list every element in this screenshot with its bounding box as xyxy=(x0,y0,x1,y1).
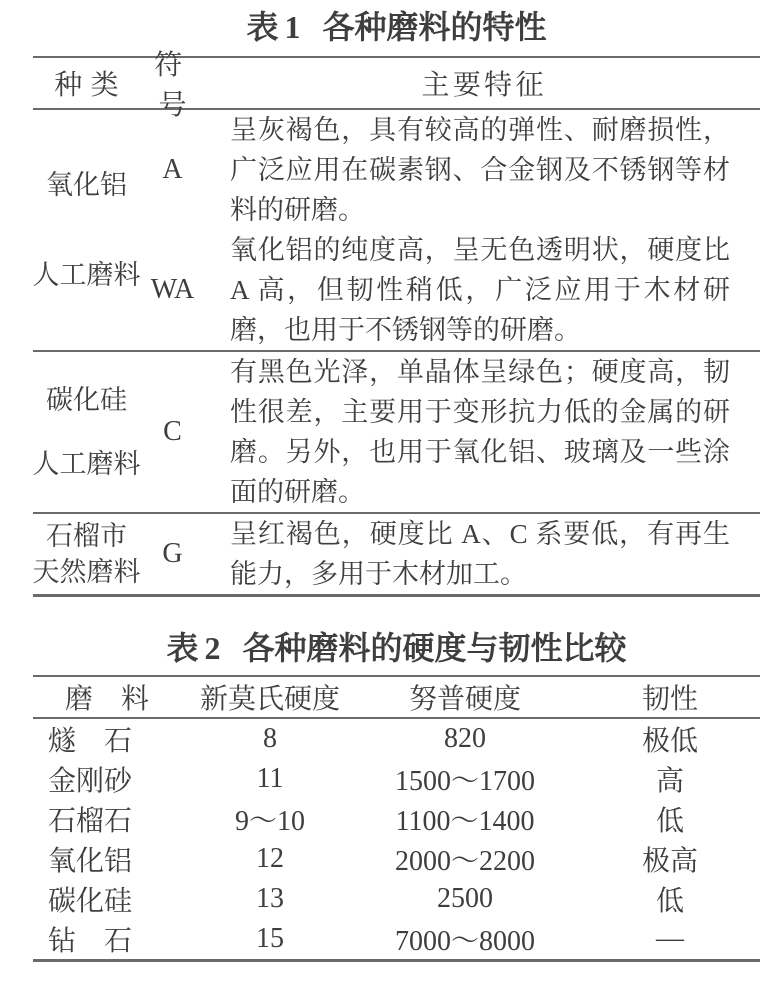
table1-entry xyxy=(140,352,760,512)
table2-cell-toughness: 低 xyxy=(655,886,684,917)
table1-kind-cell xyxy=(33,352,140,512)
table1-symbol-cell: WA xyxy=(150,274,195,305)
table2-cell-abrasive: 氧化铝 xyxy=(48,846,133,877)
table1-entries xyxy=(140,514,760,594)
table2-cell-knoop: 2500 xyxy=(437,883,493,914)
table2-title-number: 2 xyxy=(204,630,221,666)
table2-cell-abrasive: 碳化硅 xyxy=(48,886,133,917)
table2-header-knoop: 努普硬度 xyxy=(408,684,521,715)
table1-kind-line: 人工磨料 xyxy=(32,260,141,290)
table1-title xyxy=(33,6,760,48)
table1-header-kind xyxy=(33,63,140,103)
table1-kind-cell xyxy=(33,110,140,350)
table1-kind-line: 石榴市 xyxy=(46,520,127,551)
table1-header-row xyxy=(33,50,760,121)
table2-cell-toughness: 极高 xyxy=(641,846,698,877)
table1-title-prefix: 表 xyxy=(246,9,279,45)
table2-title-prefix: 表 xyxy=(166,630,199,666)
table2-cell-toughness: — xyxy=(656,923,684,954)
table2-cell-abrasive: 燧 石 xyxy=(48,726,133,757)
table2-cell-abrasive: 石榴石 xyxy=(48,806,133,837)
table2-row xyxy=(33,759,760,799)
table2-cell-mohs: 13 xyxy=(256,883,284,914)
table2-cell-abrasive: 钻 石 xyxy=(48,926,133,957)
table1-symbol-cell: C xyxy=(163,416,182,447)
table2-header-row xyxy=(33,677,760,719)
table1-body xyxy=(33,110,760,594)
table1-group xyxy=(33,350,760,512)
table2-row xyxy=(33,879,760,919)
table2-cell-knoop: 7000～8000 xyxy=(394,926,535,957)
table1-feature-cell: 呈灰褐色，具有较高的弹性、耐磨损性，广泛应用在碳素钢、合金钢及不锈钢等材料的研磨。 xyxy=(230,115,730,225)
table2-header-toughness: 韧性 xyxy=(641,684,698,715)
table1-kind-line: 氧化铝 xyxy=(46,170,127,200)
table1-header-kind-label: 种类 xyxy=(54,70,128,101)
table1-entry xyxy=(140,514,760,594)
table2-cell-knoop: 1500～1700 xyxy=(394,766,535,797)
table2-body xyxy=(33,719,760,959)
table2-cell-mohs: 15 xyxy=(256,923,284,954)
table1-kind-cell xyxy=(33,514,140,594)
table1-feature-cell: 氧化铝的纯度高，呈无色透明状，硬度比 A 高，但韧性稍低，广泛应用于木材研磨，也用于不锈钢等的研磨。 xyxy=(230,235,730,345)
table2-row xyxy=(33,719,760,759)
table1-feature-cell: 有黑色光泽，单晶体呈绿色；硬度高，韧性很差，主要用于变形抗力低的金属的研磨。另外，也用于氧化铝、玻璃及一些涂面的研磨。 xyxy=(230,357,730,507)
table2-header-mohs: 新莫氏硬度 xyxy=(199,684,340,715)
table1-entries xyxy=(140,110,760,350)
table1-title-number: 1 xyxy=(284,9,301,45)
table1-group xyxy=(33,512,760,594)
table1-entry xyxy=(140,230,760,350)
table1-title-text: 各种磨料的特性 xyxy=(322,9,547,45)
table1-kind-line: 碳化硅 xyxy=(46,385,127,416)
table2-cell-knoop: 2000～2200 xyxy=(394,846,535,877)
table1-entries xyxy=(140,352,760,512)
table2-cell-toughness: 低 xyxy=(655,806,684,837)
table2-cell-abrasive: 金刚砂 xyxy=(48,766,133,797)
table2-row xyxy=(33,839,760,879)
table2 xyxy=(33,675,760,962)
table2-cell-knoop: 1100～1400 xyxy=(395,806,535,837)
table2-cell-mohs: 12 xyxy=(256,843,284,874)
table1-header-feature-label: 主要特征 xyxy=(421,70,547,101)
table2-cell-mohs: 8 xyxy=(263,723,277,754)
table1-symbol-cell: G xyxy=(162,538,183,569)
table2-cell-mohs: 11 xyxy=(256,763,284,794)
table2-title xyxy=(33,627,760,669)
table1-symbol-cell: A xyxy=(162,154,183,185)
table1 xyxy=(32,50,760,597)
table1-group xyxy=(33,110,760,350)
table1-kind-line: 天然磨料 xyxy=(32,557,141,588)
table2-cell-toughness: 极低 xyxy=(641,726,698,757)
table2-cell-knoop: 820 xyxy=(444,723,486,754)
table2-cell-mohs: 9～10 xyxy=(234,806,305,837)
table2-row xyxy=(33,799,760,839)
table1-entry xyxy=(140,110,760,230)
table1-kind-line: 人工磨料 xyxy=(32,448,141,479)
table1-header-symbol-label: 符号 xyxy=(154,50,195,121)
table2-cell-toughness: 高 xyxy=(655,766,684,797)
table2-header-abrasive: 磨 料 xyxy=(65,684,150,715)
table2-row xyxy=(33,919,760,959)
table1-feature-cell: 呈红褐色，硬度比 A、C 系要低，有再生能力，多用于木材加工。 xyxy=(230,519,730,589)
table1-header-feature xyxy=(205,63,760,103)
table2-title-text: 各种磨料的硬度与韧性比较 xyxy=(242,630,627,666)
